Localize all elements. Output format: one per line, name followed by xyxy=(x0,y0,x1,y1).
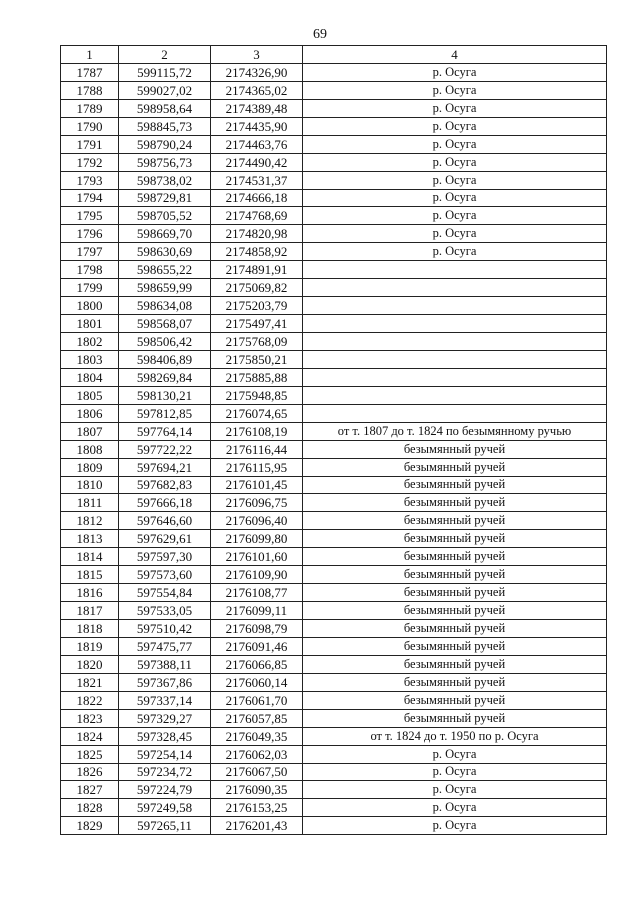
point-number-cell: 1792 xyxy=(61,153,119,171)
x-coordinate-cell: 598790,24 xyxy=(119,135,211,153)
table-row xyxy=(61,548,607,566)
point-number-cell: 1807 xyxy=(61,422,119,440)
x-coordinate-cell: 598738,02 xyxy=(119,171,211,189)
table-row xyxy=(61,171,607,189)
description-cell: р. Осуга xyxy=(303,225,607,243)
description-cell xyxy=(303,315,607,333)
table-row xyxy=(61,655,607,673)
point-number-cell: 1803 xyxy=(61,350,119,368)
y-coordinate-cell: 2176108,19 xyxy=(211,422,303,440)
point-number-cell: 1819 xyxy=(61,637,119,655)
x-coordinate-cell: 597573,60 xyxy=(119,566,211,584)
point-number-cell: 1800 xyxy=(61,297,119,315)
point-number-cell: 1825 xyxy=(61,745,119,763)
description-cell: р. Осуга xyxy=(303,243,607,261)
point-number-cell: 1820 xyxy=(61,655,119,673)
header-point-number: 1 xyxy=(61,46,119,64)
header-description: 4 xyxy=(303,46,607,64)
table-header-row xyxy=(61,46,607,64)
y-coordinate-cell: 2176099,11 xyxy=(211,602,303,620)
y-coordinate-cell: 2175069,82 xyxy=(211,279,303,297)
x-coordinate-cell: 597666,18 xyxy=(119,494,211,512)
point-number-cell: 1811 xyxy=(61,494,119,512)
point-number-cell: 1823 xyxy=(61,709,119,727)
description-cell: р. Осуга xyxy=(303,799,607,817)
description-cell: р. Осуга xyxy=(303,171,607,189)
table-row xyxy=(61,315,607,333)
description-cell xyxy=(303,297,607,315)
point-number-cell: 1787 xyxy=(61,63,119,81)
table-row xyxy=(61,63,607,81)
point-number-cell: 1809 xyxy=(61,458,119,476)
description-cell: от т. 1824 до т. 1950 по р. Осуга xyxy=(303,727,607,745)
point-number-cell: 1806 xyxy=(61,404,119,422)
description-cell xyxy=(303,404,607,422)
table-row xyxy=(61,189,607,207)
description-cell: безымянный ручей xyxy=(303,512,607,530)
point-number-cell: 1799 xyxy=(61,279,119,297)
y-coordinate-cell: 2174435,90 xyxy=(211,117,303,135)
coordinates-table xyxy=(60,45,607,835)
point-number-cell: 1829 xyxy=(61,817,119,835)
x-coordinate-cell: 598506,42 xyxy=(119,333,211,351)
point-number-cell: 1797 xyxy=(61,243,119,261)
description-cell: безымянный ручей xyxy=(303,691,607,709)
description-cell: р. Осуга xyxy=(303,207,607,225)
table-row xyxy=(61,620,607,638)
y-coordinate-cell: 2174463,76 xyxy=(211,135,303,153)
description-cell: р. Осуга xyxy=(303,781,607,799)
header-x-coordinate: 2 xyxy=(119,46,211,64)
description-cell: безымянный ручей xyxy=(303,476,607,494)
y-coordinate-cell: 2175850,21 xyxy=(211,350,303,368)
y-coordinate-cell: 2176096,75 xyxy=(211,494,303,512)
description-cell: безымянный ручей xyxy=(303,494,607,512)
y-coordinate-cell: 2176116,44 xyxy=(211,440,303,458)
x-coordinate-cell: 597812,85 xyxy=(119,404,211,422)
point-number-cell: 1788 xyxy=(61,81,119,99)
x-coordinate-cell: 597249,58 xyxy=(119,799,211,817)
description-cell: безымянный ручей xyxy=(303,584,607,602)
table-row xyxy=(61,333,607,351)
x-coordinate-cell: 597764,14 xyxy=(119,422,211,440)
description-cell: р. Осуга xyxy=(303,117,607,135)
description-cell: безымянный ручей xyxy=(303,458,607,476)
y-coordinate-cell: 2176057,85 xyxy=(211,709,303,727)
x-coordinate-cell: 597475,77 xyxy=(119,637,211,655)
point-number-cell: 1795 xyxy=(61,207,119,225)
table-row xyxy=(61,494,607,512)
x-coordinate-cell: 597722,22 xyxy=(119,440,211,458)
point-number-cell: 1789 xyxy=(61,99,119,117)
table-row xyxy=(61,709,607,727)
x-coordinate-cell: 598406,89 xyxy=(119,350,211,368)
y-coordinate-cell: 2176061,70 xyxy=(211,691,303,709)
point-number-cell: 1810 xyxy=(61,476,119,494)
y-coordinate-cell: 2174768,69 xyxy=(211,207,303,225)
x-coordinate-cell: 597388,11 xyxy=(119,655,211,673)
description-cell: безымянный ручей xyxy=(303,530,607,548)
x-coordinate-cell: 597646,60 xyxy=(119,512,211,530)
y-coordinate-cell: 2176153,25 xyxy=(211,799,303,817)
y-coordinate-cell: 2174389,48 xyxy=(211,99,303,117)
x-coordinate-cell: 598659,99 xyxy=(119,279,211,297)
y-coordinate-cell: 2174365,02 xyxy=(211,81,303,99)
description-cell: р. Осуга xyxy=(303,745,607,763)
table-row xyxy=(61,458,607,476)
description-cell xyxy=(303,261,607,279)
y-coordinate-cell: 2176091,46 xyxy=(211,637,303,655)
table-row xyxy=(61,279,607,297)
table-row xyxy=(61,422,607,440)
description-cell: безымянный ручей xyxy=(303,637,607,655)
description-cell: р. Осуга xyxy=(303,81,607,99)
table-row xyxy=(61,440,607,458)
y-coordinate-cell: 2176115,95 xyxy=(211,458,303,476)
y-coordinate-cell: 2176060,14 xyxy=(211,673,303,691)
point-number-cell: 1794 xyxy=(61,189,119,207)
point-number-cell: 1827 xyxy=(61,781,119,799)
table-row xyxy=(61,745,607,763)
x-coordinate-cell: 598729,81 xyxy=(119,189,211,207)
y-coordinate-cell: 2176074,65 xyxy=(211,404,303,422)
x-coordinate-cell: 598756,73 xyxy=(119,153,211,171)
description-cell xyxy=(303,350,607,368)
table-row xyxy=(61,512,607,530)
description-cell: р. Осуга xyxy=(303,189,607,207)
x-coordinate-cell: 598845,73 xyxy=(119,117,211,135)
x-coordinate-cell: 597224,79 xyxy=(119,781,211,799)
y-coordinate-cell: 2176101,45 xyxy=(211,476,303,494)
table-row xyxy=(61,117,607,135)
y-coordinate-cell: 2175885,88 xyxy=(211,368,303,386)
x-coordinate-cell: 597367,86 xyxy=(119,673,211,691)
x-coordinate-cell: 599115,72 xyxy=(119,63,211,81)
x-coordinate-cell: 599027,02 xyxy=(119,81,211,99)
x-coordinate-cell: 598655,22 xyxy=(119,261,211,279)
y-coordinate-cell: 2175497,41 xyxy=(211,315,303,333)
x-coordinate-cell: 597554,84 xyxy=(119,584,211,602)
point-number-cell: 1813 xyxy=(61,530,119,548)
table-row xyxy=(61,153,607,171)
x-coordinate-cell: 597329,27 xyxy=(119,709,211,727)
y-coordinate-cell: 2176062,03 xyxy=(211,745,303,763)
y-coordinate-cell: 2176090,35 xyxy=(211,781,303,799)
description-cell: р. Осуга xyxy=(303,99,607,117)
point-number-cell: 1791 xyxy=(61,135,119,153)
description-cell: безымянный ручей xyxy=(303,602,607,620)
point-number-cell: 1821 xyxy=(61,673,119,691)
x-coordinate-cell: 597597,30 xyxy=(119,548,211,566)
point-number-cell: 1796 xyxy=(61,225,119,243)
point-number-cell: 1790 xyxy=(61,117,119,135)
point-number-cell: 1818 xyxy=(61,620,119,638)
y-coordinate-cell: 2175203,79 xyxy=(211,297,303,315)
point-number-cell: 1798 xyxy=(61,261,119,279)
point-number-cell: 1828 xyxy=(61,799,119,817)
table-row xyxy=(61,297,607,315)
table-row xyxy=(61,691,607,709)
description-cell: р. Осуга xyxy=(303,817,607,835)
table-row xyxy=(61,781,607,799)
table-row xyxy=(61,637,607,655)
table-row xyxy=(61,368,607,386)
x-coordinate-cell: 597234,72 xyxy=(119,763,211,781)
table-row xyxy=(61,243,607,261)
table-row xyxy=(61,99,607,117)
description-cell: р. Осуга xyxy=(303,153,607,171)
description-cell: безымянный ручей xyxy=(303,548,607,566)
x-coordinate-cell: 598568,07 xyxy=(119,315,211,333)
y-coordinate-cell: 2176101,60 xyxy=(211,548,303,566)
y-coordinate-cell: 2174490,42 xyxy=(211,153,303,171)
x-coordinate-cell: 597265,11 xyxy=(119,817,211,835)
table-row xyxy=(61,350,607,368)
table-row xyxy=(61,727,607,745)
y-coordinate-cell: 2174531,37 xyxy=(211,171,303,189)
point-number-cell: 1793 xyxy=(61,171,119,189)
table-row xyxy=(61,386,607,404)
table-row xyxy=(61,530,607,548)
x-coordinate-cell: 598634,08 xyxy=(119,297,211,315)
table-row xyxy=(61,584,607,602)
description-cell: безымянный ручей xyxy=(303,566,607,584)
point-number-cell: 1805 xyxy=(61,386,119,404)
table-row xyxy=(61,207,607,225)
x-coordinate-cell: 598669,70 xyxy=(119,225,211,243)
x-coordinate-cell: 598630,69 xyxy=(119,243,211,261)
point-number-cell: 1824 xyxy=(61,727,119,745)
table-row xyxy=(61,602,607,620)
y-coordinate-cell: 2174326,90 xyxy=(211,63,303,81)
y-coordinate-cell: 2174820,98 xyxy=(211,225,303,243)
description-cell xyxy=(303,279,607,297)
description-cell: безымянный ручей xyxy=(303,655,607,673)
y-coordinate-cell: 2175948,85 xyxy=(211,386,303,404)
description-cell: безымянный ручей xyxy=(303,709,607,727)
x-coordinate-cell: 597682,83 xyxy=(119,476,211,494)
y-coordinate-cell: 2175768,09 xyxy=(211,333,303,351)
table-row xyxy=(61,817,607,835)
point-number-cell: 1815 xyxy=(61,566,119,584)
description-cell: безымянный ручей xyxy=(303,440,607,458)
point-number-cell: 1808 xyxy=(61,440,119,458)
point-number-cell: 1812 xyxy=(61,512,119,530)
table-body xyxy=(61,63,607,834)
x-coordinate-cell: 598130,21 xyxy=(119,386,211,404)
y-coordinate-cell: 2176066,85 xyxy=(211,655,303,673)
y-coordinate-cell: 2176098,79 xyxy=(211,620,303,638)
x-coordinate-cell: 597629,61 xyxy=(119,530,211,548)
table-row xyxy=(61,261,607,279)
y-coordinate-cell: 2174891,91 xyxy=(211,261,303,279)
table-row xyxy=(61,404,607,422)
point-number-cell: 1804 xyxy=(61,368,119,386)
y-coordinate-cell: 2176096,40 xyxy=(211,512,303,530)
x-coordinate-cell: 597694,21 xyxy=(119,458,211,476)
table-row xyxy=(61,763,607,781)
description-cell xyxy=(303,386,607,404)
table-row xyxy=(61,81,607,99)
y-coordinate-cell: 2176067,50 xyxy=(211,763,303,781)
description-cell xyxy=(303,368,607,386)
description-cell: безымянный ручей xyxy=(303,673,607,691)
table-row xyxy=(61,673,607,691)
x-coordinate-cell: 598269,84 xyxy=(119,368,211,386)
point-number-cell: 1822 xyxy=(61,691,119,709)
x-coordinate-cell: 598705,52 xyxy=(119,207,211,225)
description-cell: от т. 1807 до т. 1824 по безымянному ручью xyxy=(303,422,607,440)
table-row xyxy=(61,476,607,494)
x-coordinate-cell: 598958,64 xyxy=(119,99,211,117)
table-row xyxy=(61,799,607,817)
point-number-cell: 1817 xyxy=(61,602,119,620)
description-cell: р. Осуга xyxy=(303,135,607,153)
point-number-cell: 1802 xyxy=(61,333,119,351)
y-coordinate-cell: 2174666,18 xyxy=(211,189,303,207)
table-row xyxy=(61,135,607,153)
description-cell: безымянный ручей xyxy=(303,620,607,638)
point-number-cell: 1801 xyxy=(61,315,119,333)
point-number-cell: 1826 xyxy=(61,763,119,781)
y-coordinate-cell: 2176049,35 xyxy=(211,727,303,745)
x-coordinate-cell: 597254,14 xyxy=(119,745,211,763)
description-cell: р. Осуга xyxy=(303,763,607,781)
x-coordinate-cell: 597328,45 xyxy=(119,727,211,745)
y-coordinate-cell: 2176099,80 xyxy=(211,530,303,548)
description-cell: р. Осуга xyxy=(303,63,607,81)
y-coordinate-cell: 2176108,77 xyxy=(211,584,303,602)
table-row xyxy=(61,566,607,584)
description-cell xyxy=(303,333,607,351)
x-coordinate-cell: 597533,05 xyxy=(119,602,211,620)
y-coordinate-cell: 2176201,43 xyxy=(211,817,303,835)
x-coordinate-cell: 597510,42 xyxy=(119,620,211,638)
y-coordinate-cell: 2174858,92 xyxy=(211,243,303,261)
y-coordinate-cell: 2176109,90 xyxy=(211,566,303,584)
x-coordinate-cell: 597337,14 xyxy=(119,691,211,709)
point-number-cell: 1816 xyxy=(61,584,119,602)
point-number-cell: 1814 xyxy=(61,548,119,566)
table-row xyxy=(61,225,607,243)
header-y-coordinate: 3 xyxy=(211,46,303,64)
page-number: 69 xyxy=(313,27,327,42)
